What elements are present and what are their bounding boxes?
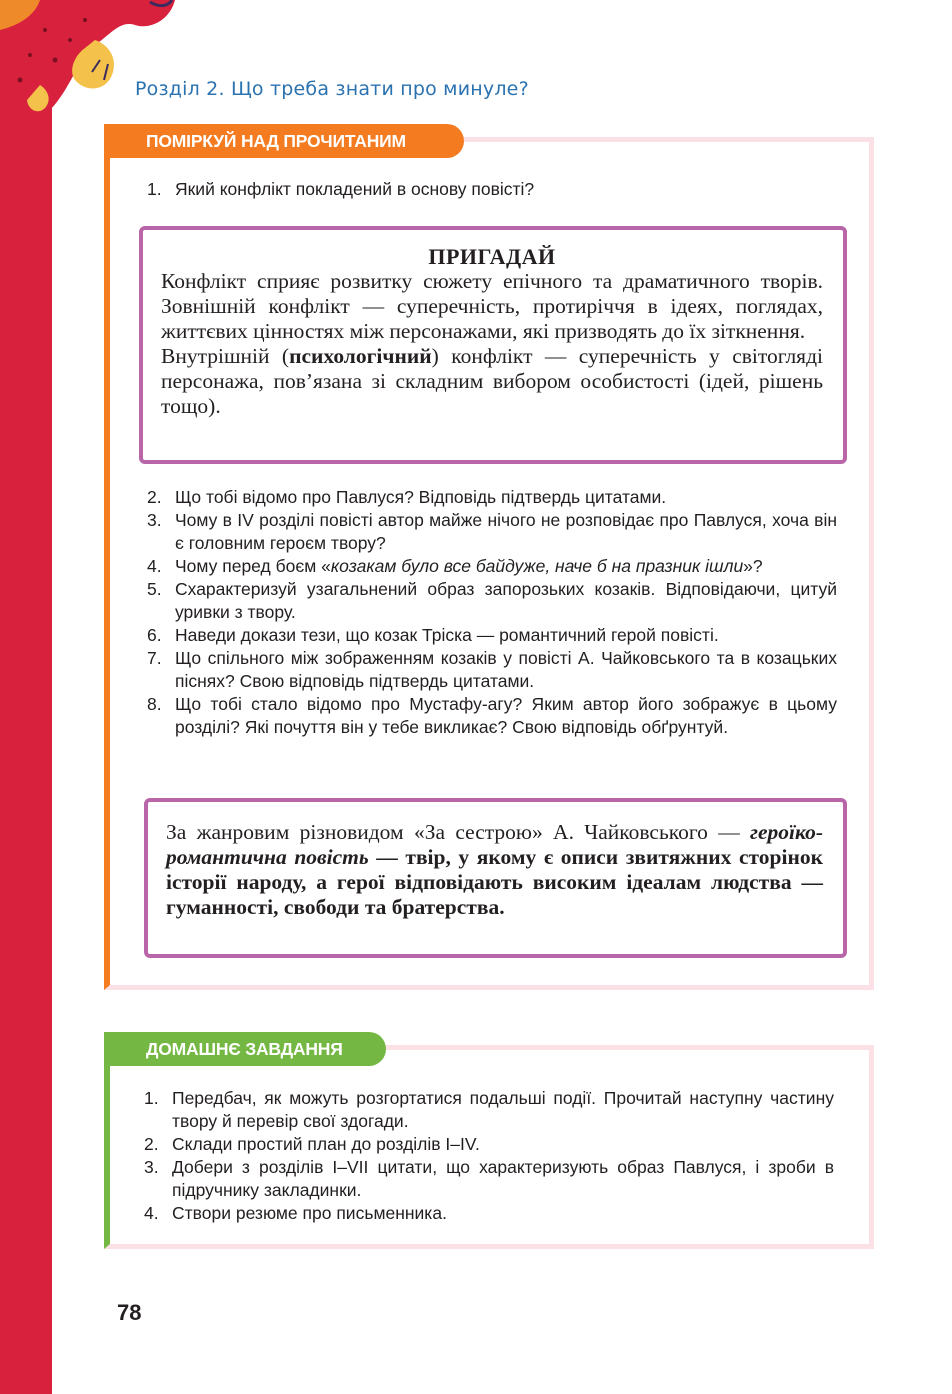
question-number: 6.: [147, 625, 162, 645]
question-text: Що тобі стало відомо про Мустафу-агу? Яким автор його зображує в цьому розділі? Які почуття він у тебе викликає? Свою відповідь обґрунтуй.: [175, 694, 837, 737]
homework-text: Склади простий план до розділів I–IV.: [172, 1134, 480, 1154]
question-text: Наведи докази тези, що козак Тріска — романтичний герой повісті.: [175, 625, 719, 645]
homework-number: 4.: [144, 1203, 159, 1223]
question-text-end: »?: [743, 556, 763, 576]
think-section-tab: ПОМІРКУЙ НАД ПРОЧИТАНИМ: [104, 124, 464, 158]
question-item: [147, 486, 837, 509]
homework-text: Створи резюме про письменника.: [172, 1203, 447, 1223]
homework-list: [144, 1087, 834, 1225]
question-text: Чому в IV розділі повісті автор майже нічого не розповідає про Павлуся, хоча він є головним героєм твору?: [175, 510, 837, 553]
recall-box-title: ПРИГАДАЙ: [428, 244, 556, 269]
question-item: [147, 178, 847, 201]
question-item: [147, 624, 837, 647]
question-text: Який конфлікт покладений в основу повісті?: [175, 179, 535, 199]
recall-paragraph-1: Конфлікт сприяє розвитку сюжету епічного та драматичного творів. Зовнішній конфлікт — суперечність, протиріччя в ідеях, поглядах, життєвих цінностях між персонажами, які призводять до їх зіткнення.: [161, 269, 823, 343]
question-item: [147, 578, 837, 624]
question-text: Чому перед боєм «: [175, 556, 331, 576]
question-quote: козакам було все байдуже, наче б на празник ішли: [330, 556, 744, 576]
homework-item: [144, 1156, 834, 1202]
question-list: [147, 486, 837, 739]
genre-definition-text: [166, 820, 823, 920]
question-number: 8.: [147, 694, 162, 714]
homework-item: [144, 1133, 834, 1156]
genre-term: героїко-романтична повість: [166, 820, 823, 869]
question-number: 7.: [147, 648, 162, 668]
genre-text-bold: — твір, у якому є описи звитяжних сторінок історії народу, а герої відповідають високим ідеалам людства — гуманності, свободи та братерства.: [166, 845, 823, 919]
question-item: [147, 509, 837, 555]
page-number: 78: [117, 1300, 142, 1325]
question-list-first: [147, 178, 847, 201]
chapter-header: Розділ 2. Що треба знати про минуле?: [135, 78, 529, 100]
recall-box: [139, 226, 847, 464]
homework-number: 3.: [144, 1157, 159, 1177]
homework-number: 2.: [144, 1134, 159, 1154]
question-number: 2.: [147, 487, 162, 507]
homework-number: 1.: [144, 1088, 159, 1108]
homework-section-tab: ДОМАШНЄ ЗАВДАННЯ: [104, 1032, 386, 1066]
homework-text: Передбач, як можуть розгортатися подальші події. Прочитай наступну частину твору й перевір свої здогади.: [172, 1088, 834, 1131]
genre-definition-box: [144, 798, 847, 958]
recall-p2-end: ) конфлікт — суперечність у світогляді персонажа, пов’язана зі складним вибором особистості (ідей, рішень тощо).: [161, 344, 823, 418]
recall-p2-start: Внутрішній (: [161, 344, 290, 368]
decorative-corner-illustration: [0, 0, 180, 130]
homework-item: [144, 1202, 834, 1225]
left-color-bar: [0, 0, 52, 1394]
question-item: [147, 693, 837, 739]
question-item: [147, 555, 837, 578]
question-number: 5.: [147, 579, 162, 599]
question-number: 1.: [147, 179, 162, 199]
genre-text-normal: За жанровим різновидом «За сестрою» А. Чайковського —: [166, 820, 751, 844]
question-number: 4.: [147, 556, 162, 576]
question-text: Що тобі відомо про Павлуся? Відповідь підтвердь цитатами.: [175, 487, 667, 507]
question-text: Схарактеризуй узагальнений образ запорозьких козаків. Відповідаючи, цитуй уривки з твору.: [175, 579, 837, 622]
homework-item: [144, 1087, 834, 1133]
recall-p2-bold: психологічний: [289, 344, 432, 368]
recall-paragraph-2: [161, 344, 823, 419]
homework-text: Добери з розділів I–VII цитати, що характеризують образ Павлуся, і зроби в підручнику закладинки.: [172, 1157, 834, 1200]
question-item: [147, 647, 837, 693]
question-number: 3.: [147, 510, 162, 530]
question-text: Що спільного між зображенням козаків у повісті А. Чайковського та в козацьких піснях? Свою відповідь підтвердь цитатами.: [175, 648, 837, 691]
